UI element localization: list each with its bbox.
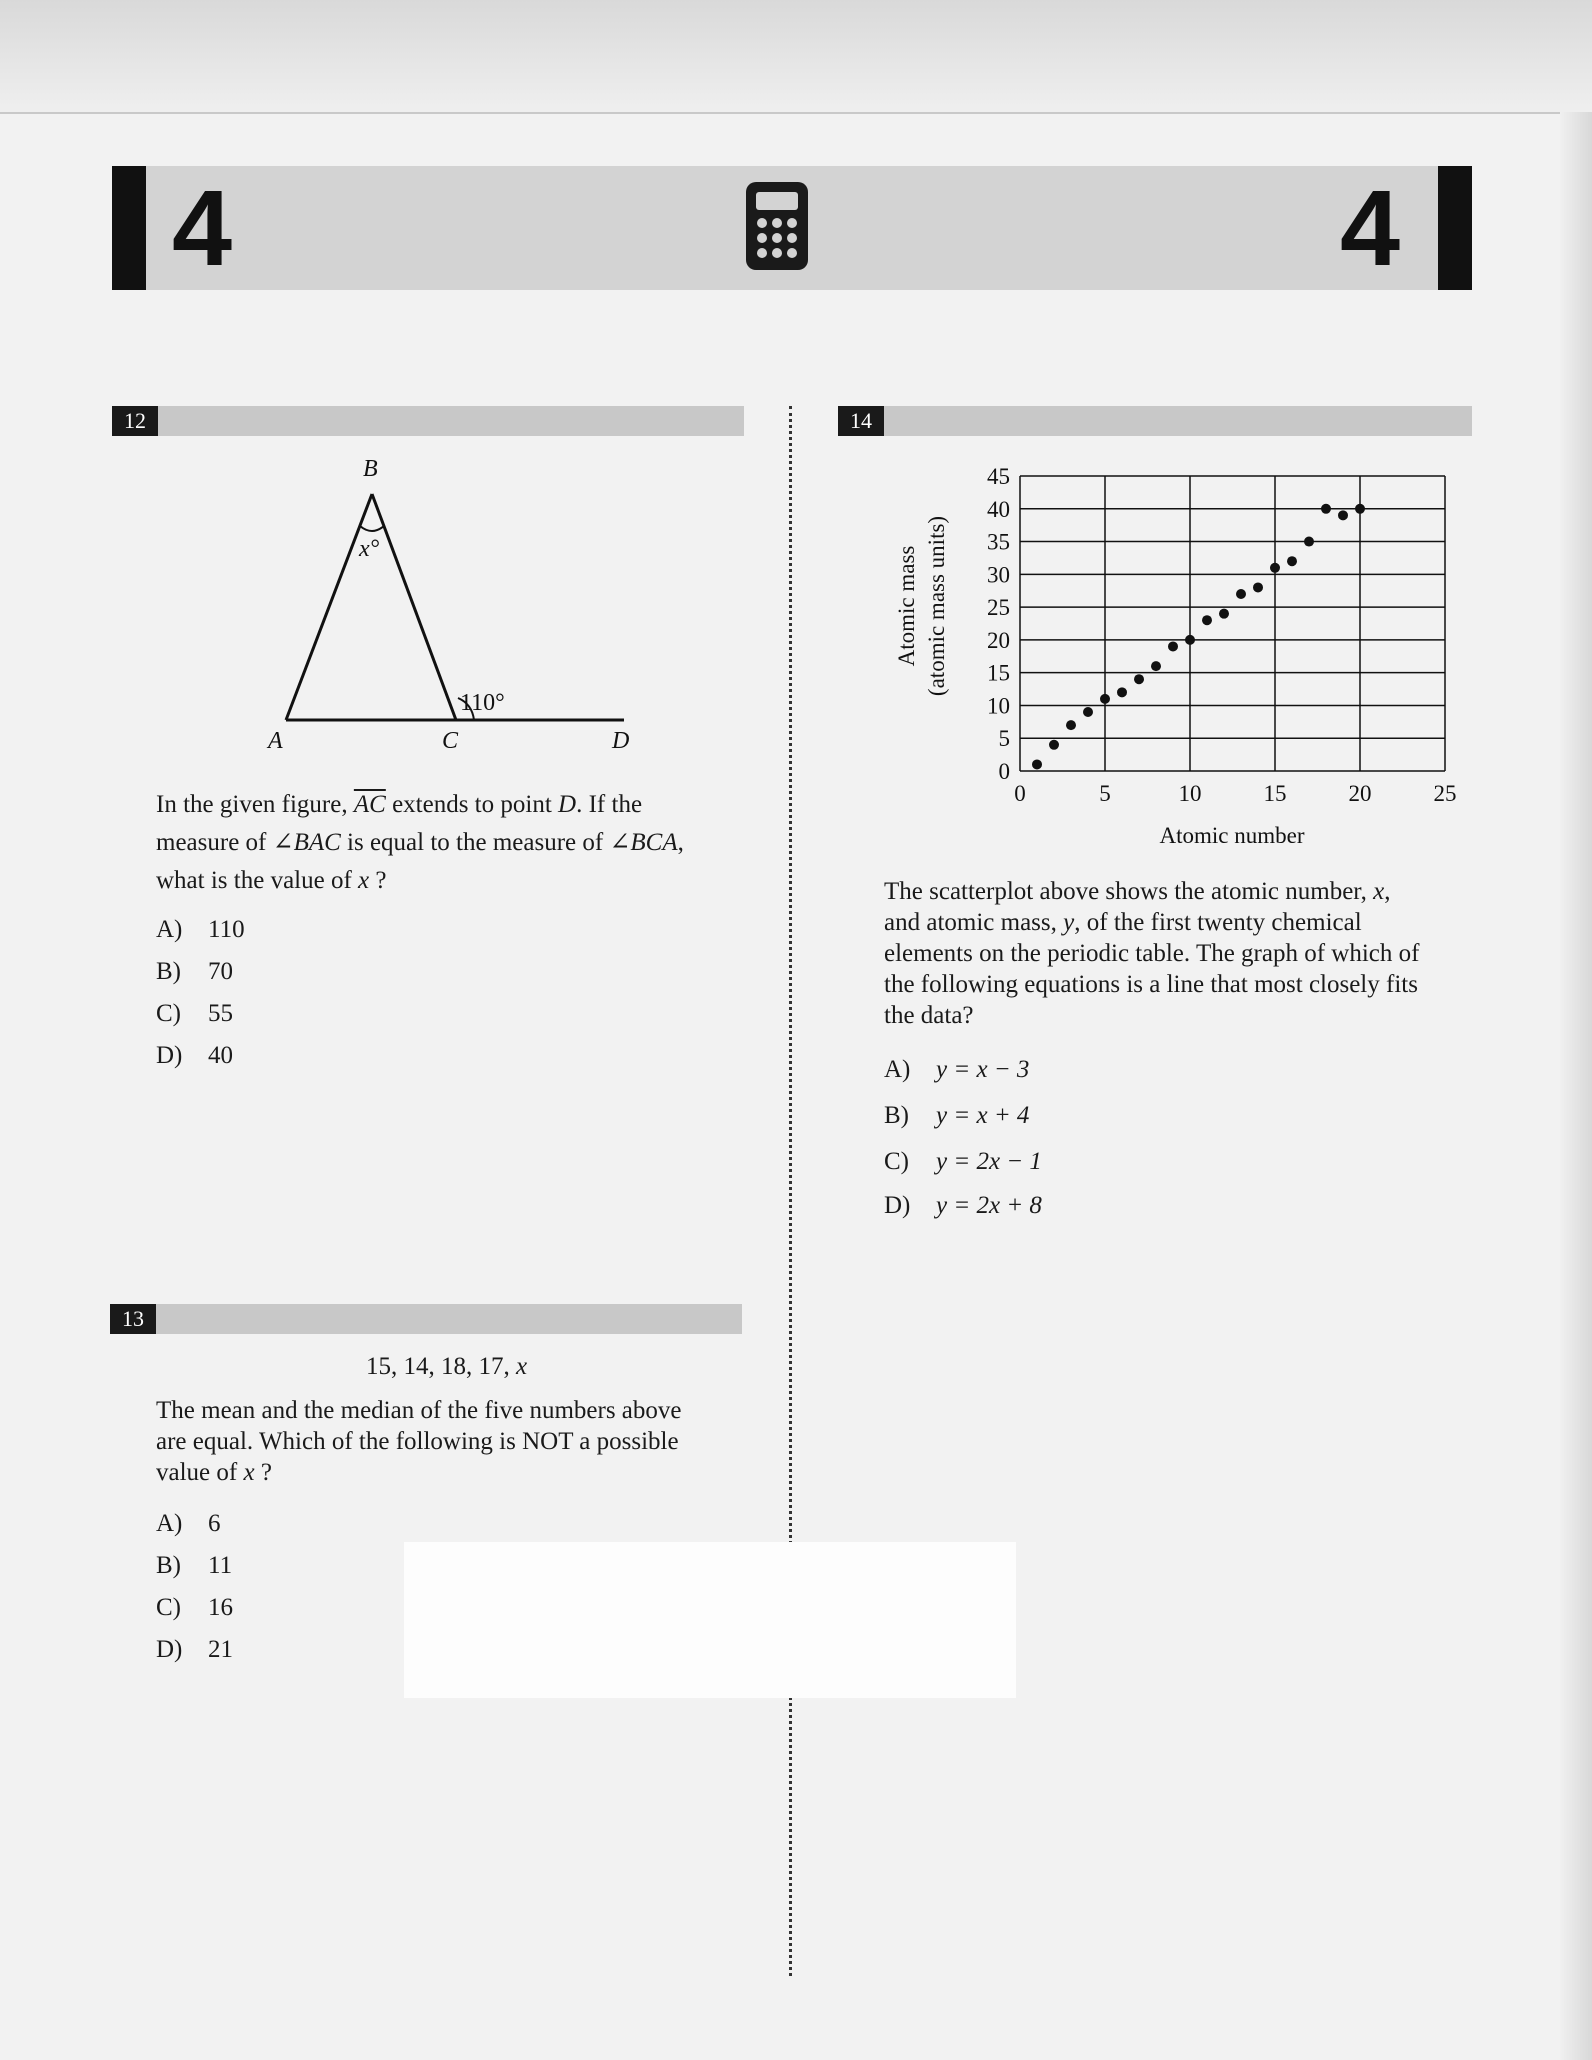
- q12-stem-line3: what is the value of x ?: [156, 867, 387, 894]
- y-tick-label-15: 15: [987, 660, 1010, 686]
- x-tick-label-5: 5: [1099, 781, 1111, 806]
- chart-grid: [1020, 476, 1445, 771]
- calculator-keys: [757, 218, 799, 258]
- chart-x-ticks: [1014, 781, 1456, 806]
- data-point-10: [1185, 635, 1195, 645]
- data-point-8: [1151, 661, 1161, 671]
- data-point-18: [1321, 504, 1331, 514]
- q13-stem-line2: are equal. Which of the following is NOT a possible: [156, 1428, 679, 1455]
- angle-x-arc: [360, 526, 384, 531]
- q13-stem-line1: The mean and the median of the five numbers above: [156, 1397, 682, 1424]
- q13-number-list: 15, 14, 18, 17, x: [366, 1353, 528, 1380]
- x-tick-label-10: 10: [1178, 781, 1202, 806]
- q13-choice-d[interactable]: D) 21: [156, 1636, 233, 1663]
- q12-choice-d[interactable]: D) 40: [156, 1042, 233, 1069]
- data-point-16: [1287, 556, 1297, 566]
- data-point-11: [1202, 615, 1212, 625]
- chart-ylabel-line2: (atomic mass units): [924, 515, 949, 697]
- q12-triangle-figure: [260, 450, 660, 770]
- y-tick-label-40: 40: [987, 496, 1010, 522]
- data-point-9: [1168, 641, 1178, 651]
- q14-stem-line2: and atomic mass, y, of the first twenty chemical: [884, 909, 1362, 936]
- data-point-15: [1270, 563, 1280, 573]
- q14-stem-line3: elements on the periodic table. The graph of which of: [884, 940, 1420, 967]
- y-tick-label-35: 35: [987, 529, 1010, 555]
- q12-stem: [156, 786, 766, 900]
- y-tick-label-45: 45: [987, 464, 1010, 489]
- q13-choice-c[interactable]: C) 16: [156, 1594, 233, 1621]
- q13-stem-line3: value of x ?: [156, 1459, 272, 1486]
- data-point-1: [1032, 759, 1042, 769]
- y-tick-label-5: 5: [998, 726, 1010, 752]
- y-tick-label-30: 30: [987, 562, 1010, 588]
- label-B: B: [363, 456, 378, 482]
- data-point-3: [1066, 720, 1076, 730]
- segment-AB: [286, 494, 372, 720]
- q12-choice-a[interactable]: A) 110: [156, 916, 245, 943]
- section-right-bar: [1438, 166, 1472, 290]
- section-left-bar: [112, 166, 146, 290]
- scan-top-edge: [0, 0, 1592, 114]
- q12-stem-line2: measure of ∠BAC is equal to the measure of ∠BCA,: [156, 829, 684, 856]
- data-point-17: [1304, 537, 1314, 547]
- q13-choice-a[interactable]: A) 6: [156, 1510, 221, 1537]
- y-tick-label-10: 10: [987, 693, 1010, 719]
- chart-ylabel-line1: Atomic mass: [894, 545, 919, 667]
- data-point-7: [1134, 674, 1144, 684]
- q13-number: 13: [110, 1304, 156, 1334]
- label-x-angle: x°: [359, 536, 380, 562]
- section-number-right: 4: [1340, 167, 1401, 288]
- data-point-13: [1236, 589, 1246, 599]
- q14-choice-a[interactable]: A) y = x − 3: [884, 1056, 1030, 1083]
- q14-stem-line4: the following equations is a line that most closely fits: [884, 971, 1418, 998]
- q13-choice-b[interactable]: B) 11: [156, 1552, 233, 1579]
- data-point-14: [1253, 582, 1263, 592]
- data-point-19: [1338, 510, 1348, 520]
- q12-stem-line1: In the given figure, $\overline{AC}$ extends to point D. If the: [156, 791, 643, 818]
- q14-number: 14: [838, 406, 884, 436]
- x-tick-label-15: 15: [1263, 781, 1287, 806]
- x-tick-label-25: 25: [1433, 781, 1457, 806]
- q12-number: 12: [112, 406, 158, 436]
- q14-stem-line1: The scatterplot above shows the atomic number, x,: [884, 878, 1391, 905]
- q14-choice-b[interactable]: B) y = x + 4: [884, 1102, 1030, 1129]
- calculator-screen: [756, 192, 798, 210]
- data-point-2: [1049, 740, 1059, 750]
- chart-xlabel: Atomic number: [1159, 823, 1305, 848]
- data-point-6: [1117, 687, 1127, 697]
- q12-choice-c[interactable]: C) 55: [156, 1000, 233, 1027]
- q14-scatterplot: [890, 456, 1457, 856]
- label-C: C: [442, 728, 459, 754]
- blank-whiteout-area: [404, 1542, 1016, 1698]
- q12-header-bar: [112, 406, 744, 436]
- label-A: A: [268, 728, 283, 754]
- q14-choice-c[interactable]: C) y = 2x − 1: [884, 1148, 1042, 1175]
- chart-y-ticks: [987, 464, 1010, 784]
- data-point-20: [1355, 504, 1365, 514]
- section-number-left: 4: [172, 167, 233, 288]
- chart-points: [1032, 504, 1365, 770]
- q12-choice-b[interactable]: B) 70: [156, 958, 233, 985]
- data-point-4: [1083, 707, 1093, 717]
- segment-BC: [372, 494, 456, 720]
- label-110-angle: 110°: [460, 690, 505, 716]
- data-point-5: [1100, 694, 1110, 704]
- y-tick-label-25: 25: [987, 595, 1010, 621]
- label-D: D: [612, 728, 630, 754]
- y-tick-label-20: 20: [987, 627, 1010, 653]
- q13-header-bar: [110, 1304, 742, 1334]
- data-point-12: [1219, 609, 1229, 619]
- q13-stem: [156, 1395, 776, 1488]
- q14-stem: [884, 876, 1484, 1031]
- y-tick-label-0: 0: [998, 759, 1010, 784]
- scan-right-edge: [1560, 112, 1592, 2060]
- calculator-icon: [746, 182, 808, 270]
- column-divider: [789, 406, 792, 1976]
- x-tick-label-0: 0: [1014, 781, 1026, 806]
- segment-AC: $\overline{AC}$: [353, 791, 386, 818]
- q14-choice-d[interactable]: D) y = 2x + 8: [884, 1192, 1042, 1219]
- q14-header-bar: [838, 406, 1472, 436]
- x-tick-label-20: 20: [1348, 781, 1372, 806]
- q14-stem-line5: the data?: [884, 1002, 974, 1029]
